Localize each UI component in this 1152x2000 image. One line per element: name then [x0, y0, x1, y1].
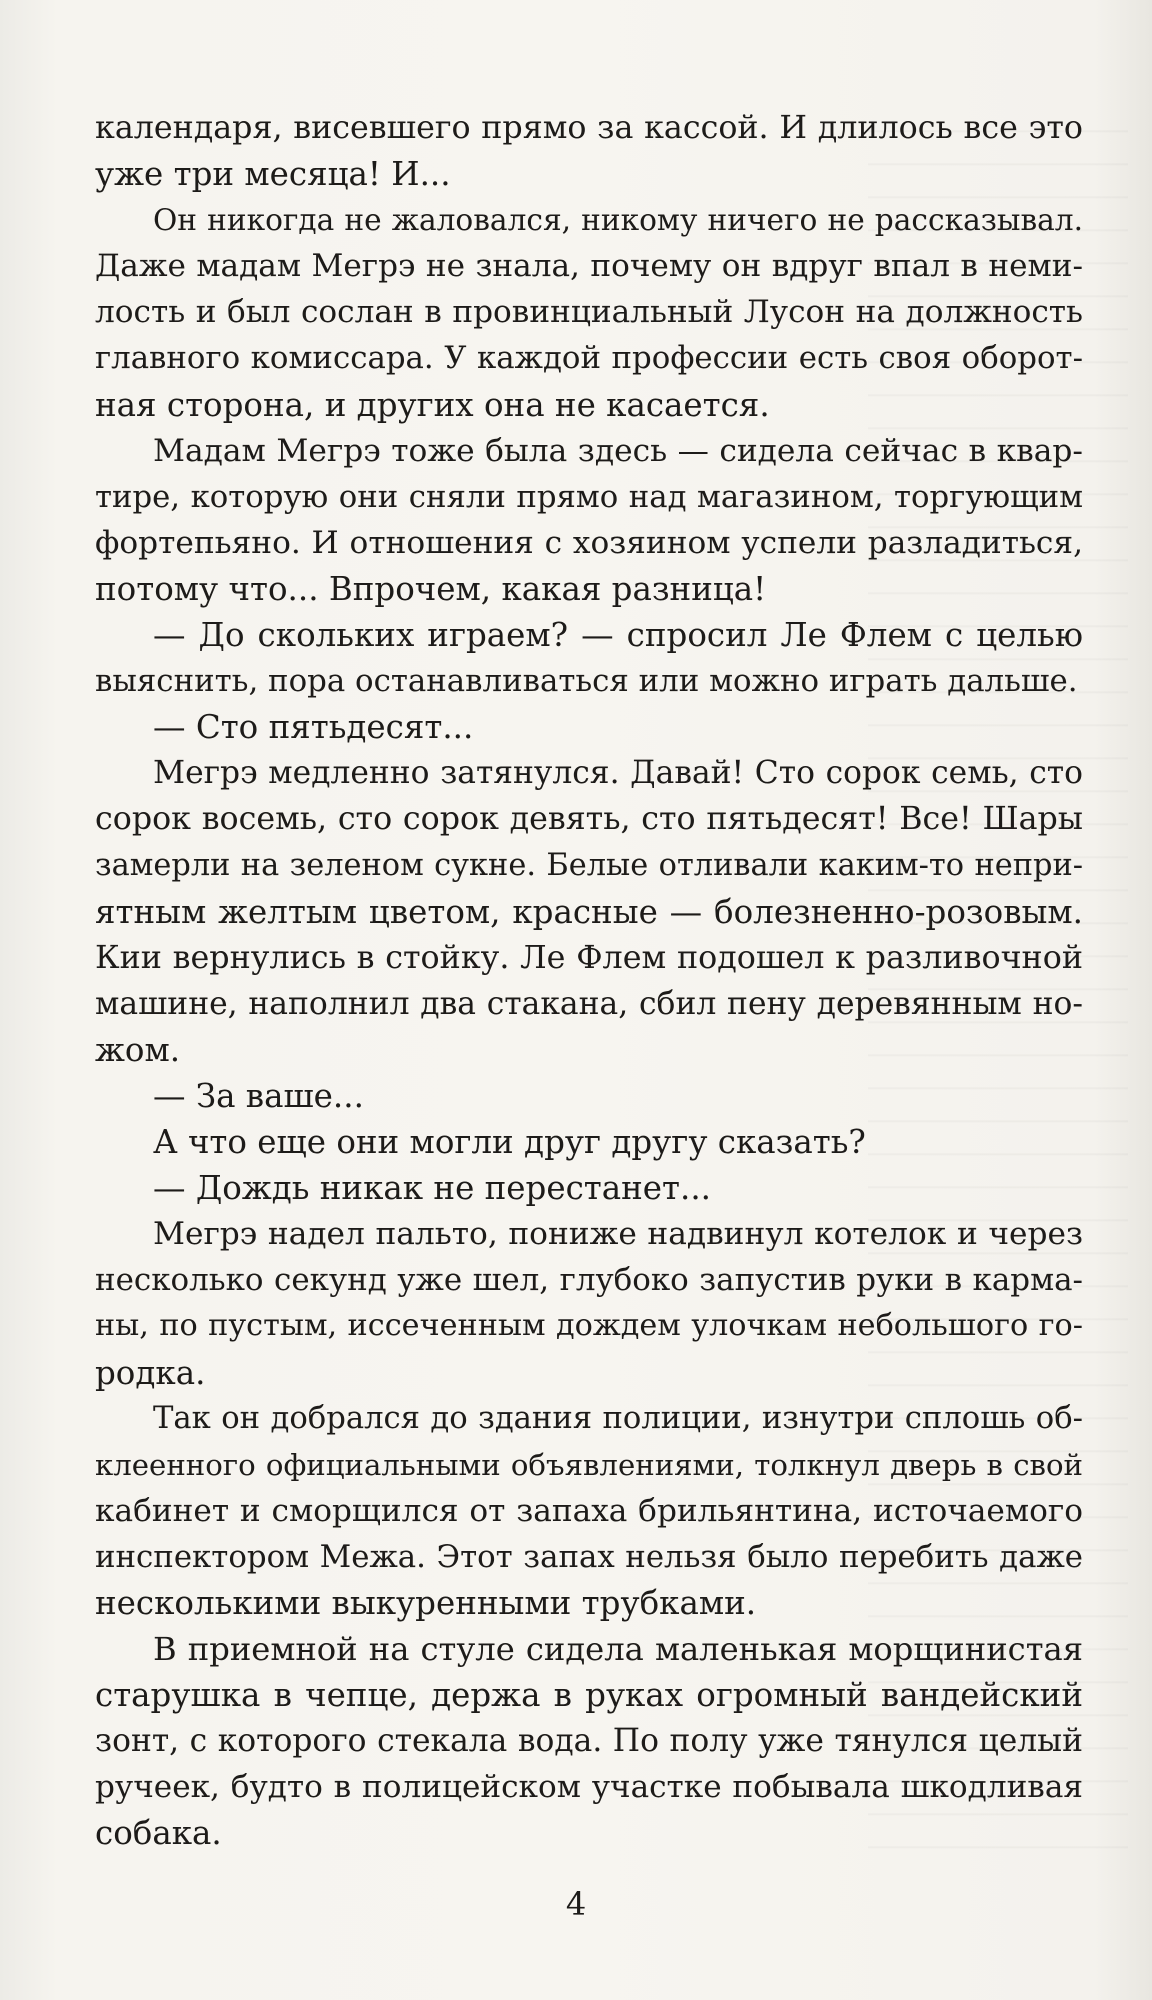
text-line: Мадам Мегрэ тоже была здесь — сидела сейчас в квар- — [153, 432, 1083, 469]
text-line: сорок восемь, сто сорок девять, сто пятьдесят! Все! Шары — [95, 801, 1083, 838]
text-line: календаря, висевшего прямо за кассой. И длилось все это — [95, 110, 1083, 146]
text-line: В приемной на стуле сидела маленькая морщинистая — [153, 1630, 1083, 1669]
body-text — [95, 105, 1083, 1857]
text-line: — Сто пятьдесят... — [153, 708, 474, 747]
text-line: кабинет и сморщился от запаха брильянтина, источаемого — [95, 1492, 1083, 1529]
text-line: — До скольких играем? — спросил Ле Флем с целью — [153, 616, 1083, 655]
text-line: клеенного официальными объявлениями, толкнул дверь в свой — [95, 1447, 1083, 1482]
text-line: несколькими выкуренными трубками. — [95, 1584, 757, 1622]
text-line: Кии вернулись в стойку. Ле Флем подошел к разливочной — [95, 939, 1083, 976]
text-line: Даже мадам Мегрэ не знала, почему он вдруг впал в неми- — [95, 248, 1083, 285]
text-line: тире, которую они сняли прямо над магазином, торгующим — [95, 478, 1083, 515]
text-line: замерли на зеленом сукне. Белые отливали каким-то непри- — [95, 847, 1083, 883]
text-line: потому что... Впрочем, какая разница! — [95, 569, 767, 608]
text-line: выяснить, пора останавливаться или можно играть дальше. — [95, 663, 1078, 700]
text-line: лость и был сослан в провинциальный Лусон на должность — [95, 294, 1083, 331]
text-line: — Дождь никак не перестанет... — [153, 1169, 711, 1208]
text-line: ны, по пустым, иссеченным дождем улочкам небольшого го- — [95, 1308, 1083, 1344]
text-line: — За ваше... — [153, 1076, 364, 1115]
text-line: старушка в чепце, держа в руках огромный вандейский — [95, 1676, 1083, 1715]
text-line: ручеек, будто в полицейском участке побывала шкодливая — [95, 1769, 1083, 1806]
text-line: инспектором Межа. Этот запах нельзя было перебить даже — [95, 1538, 1083, 1575]
text-line: родка. — [95, 1353, 206, 1392]
text-line: Мегрэ надел пальто, пониже надвинул котелок и через — [153, 1216, 1083, 1253]
page-number: 4 — [565, 1885, 587, 1923]
text-line: фортепьяно. И отношения с хозяином успели разладиться, — [95, 524, 1083, 561]
text-line: главного комиссара. У каждой профессии есть своя оборот- — [95, 340, 1083, 377]
text-line: Он никогда не жаловался, никому ничего не рассказывал. — [153, 203, 1083, 238]
text-line: машине, наполнил два стакана, сбил пену деревянным но- — [95, 985, 1083, 1022]
text-line: уже три месяца! И... — [95, 155, 451, 194]
text-line: несколько секунд уже шел, глубоко запустив руки в карма- — [95, 1262, 1083, 1299]
text-line: Мегрэ медленно затянулся. Давай! Сто сорок семь, сто — [153, 755, 1083, 792]
text-line: ная сторона, и других она не касается. — [95, 385, 770, 424]
text-line: ятным желтым цветом, красные — болезненно-розовым. — [95, 892, 1083, 931]
text-line: зонт, с которого стекала вода. По полу уже тянулся целый — [95, 1723, 1083, 1760]
text-line: А что еще они могли друг другу сказать? — [153, 1123, 866, 1162]
text-line: жом. — [95, 1030, 181, 1069]
text-line: Так он добрался до здания полиции, изнутри сплошь об- — [153, 1400, 1083, 1436]
text-line: собака. — [95, 1814, 222, 1853]
